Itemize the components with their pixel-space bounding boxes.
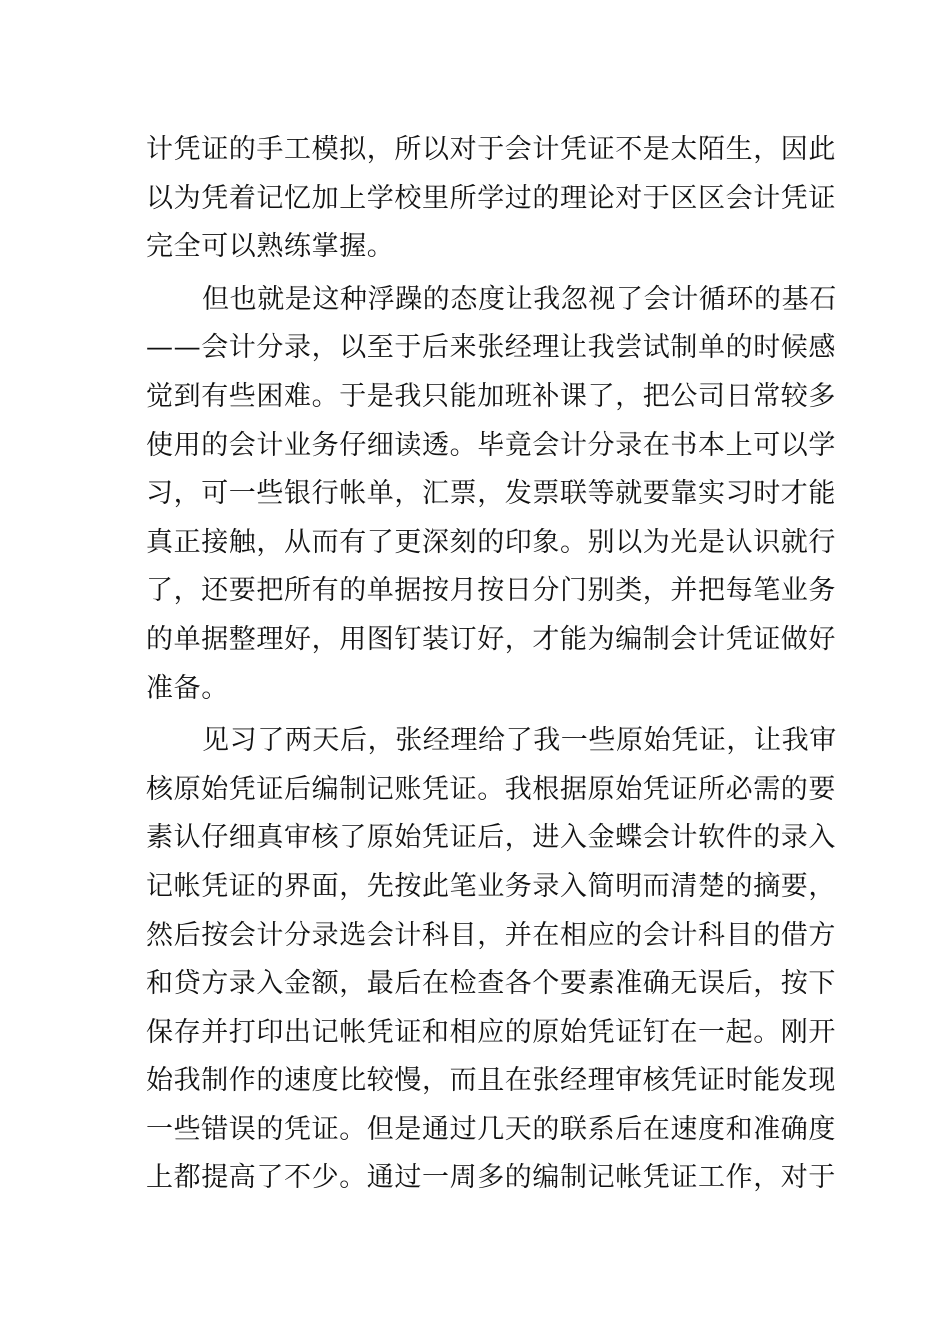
text-line: 然后按会计分录选会计科目，并在相应的会计科目的借方 [146,919,836,951]
text-line: 见习了两天后，张经理给了我一些原始凭证，让我审 [202,725,837,757]
paragraph-1 [146,126,836,272]
text-line: 使用的会计业务仔细读透。毕竟会计分录在书本上可以学 [146,429,836,461]
text-line: 但也就是这种浮躁的态度让我忽视了会计循环的基石 [202,283,837,315]
text-line: ——会计分录，以至于后来张经理让我尝试制单的时候感 [146,332,836,364]
text-line: 和贷方录入金额，最后在检查各个要素准确无误后，按下 [146,968,836,1000]
text-line: 记帐凭证的界面，先按此笔业务录入简明而清楚的摘要， [146,870,836,902]
paragraph-3 [146,717,837,1203]
text-line: 以为凭着记忆加上学校里所学过的理论对于区区会计凭证 [146,182,836,214]
document-body [146,126,837,1203]
text-line: 核原始凭证后编制记账凭证。我根据原始凭证所必需的要 [146,773,836,805]
text-line: 的单据整理好，用图钉装订好，才能为编制会计凭证做好 [146,623,836,655]
text-line: 一些错误的凭证。但是通过几天的联系后在速度和准确度 [146,1113,836,1145]
text-line: 上都提高了不少。通过一周多的编制记帐凭证工作，对于 [146,1162,836,1194]
text-line: 始我制作的速度比较慢，而且在张经理审核凭证时能发现 [146,1065,836,1097]
text-line: 素认仔细真审核了原始凭证后，进入金蝶会计软件的录入 [146,822,836,854]
text-line: 真正接触，从而有了更深刻的印象。别以为光是认识就行 [146,526,836,558]
text-line: 了，还要把所有的单据按月按日分门别类，并把每笔业务 [146,575,836,607]
text-line: 保存并打印出记帐凭证和相应的原始凭证钉在一起。刚开 [146,1016,836,1048]
text-line: 计凭证的手工模拟，所以对于会计凭证不是太陌生，因此 [146,134,836,165]
paragraph-2 [146,276,837,713]
text-line: 完全可以熟练掌握。 [146,231,395,263]
text-line: 习，可一些银行帐单，汇票，发票联等就要靠实习时才能 [146,478,836,510]
text-line: 觉到有些困难。于是我只能加班补课了，把公司日常较多 [146,380,836,412]
text-line: 准备。 [146,672,229,704]
